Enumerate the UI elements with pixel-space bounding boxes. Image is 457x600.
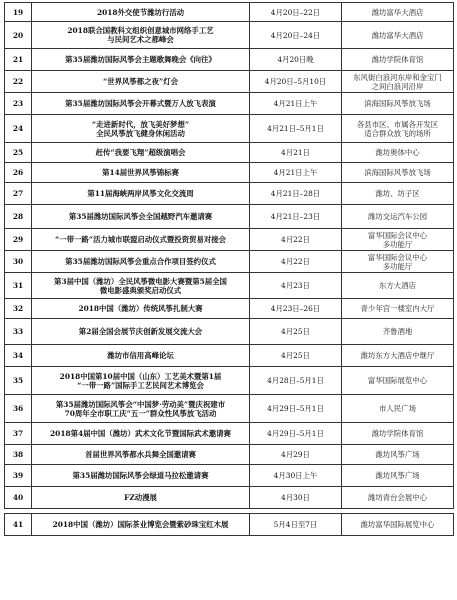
event-date: 4月22日 <box>250 251 342 273</box>
row-number: 23 <box>5 93 32 115</box>
event-venue: 潍坊富华国际展览中心 <box>342 514 454 536</box>
row-number: 25 <box>5 143 32 163</box>
row-number: 32 <box>5 299 32 319</box>
row-number: 41 <box>5 514 32 536</box>
event-venue: 潍坊、坊子区 <box>342 183 454 205</box>
event-venue: 富华国际展览中心 <box>342 367 454 395</box>
table-row <box>5 395 454 423</box>
event-venue: 各县市区、市属各开发区 适合群众放飞的场所 <box>342 115 454 143</box>
row-number: 22 <box>5 71 32 93</box>
event-venue: 潍坊奥体中心 <box>342 143 454 163</box>
table-row <box>5 514 454 536</box>
event-name: 首届世界风筝都水兵舞全国邀请赛 <box>32 445 250 465</box>
event-name: 第35届潍坊国际风筝会重点合作项目签约仪式 <box>32 251 250 273</box>
row-number: 19 <box>5 3 32 22</box>
event-name: 2018第4届中国（潍坊）武术文化节暨国际武术邀请赛 <box>32 423 250 445</box>
event-name: 第2届全国会展节庆创新发展交流大会 <box>32 319 250 345</box>
event-date: 4月29日 <box>250 445 342 465</box>
event-date: 4月28日–5月1日 <box>250 367 342 395</box>
event-date: 4月30日上午 <box>250 465 342 487</box>
event-name: 第14届世界风筝锦标赛 <box>32 163 250 183</box>
event-date: 4月20日–5月10日 <box>250 71 342 93</box>
table-row <box>5 163 454 183</box>
event-venue: 市人民广场 <box>342 395 454 423</box>
row-number: 38 <box>5 445 32 465</box>
row-number: 35 <box>5 367 32 395</box>
event-date: 4月25日 <box>250 319 342 345</box>
table-row <box>5 487 454 509</box>
table-row <box>5 205 454 229</box>
event-venue: 齐鲁酒地 <box>342 319 454 345</box>
event-name: 2018中国（潍坊）国际茶业博览会暨紫砂珠宝红木展 <box>32 514 250 536</box>
row-number: 33 <box>5 319 32 345</box>
event-name: FZ动漫展 <box>32 487 250 509</box>
row-number: 34 <box>5 345 32 367</box>
event-name: 第35届潍坊国际风筝会开幕式暨万人放飞表演 <box>32 93 250 115</box>
event-date: 4月20日晚 <box>250 49 342 71</box>
event-date: 4月22日 <box>250 229 342 251</box>
event-name: “世界风筝都之夜”灯会 <box>32 71 250 93</box>
event-name: 第35届潍坊国际风筝会主题歌舞晚会《向往》 <box>32 49 250 71</box>
event-date: 4月21日–28日 <box>250 183 342 205</box>
table-row <box>5 22 454 49</box>
event-venue: 青少年宫一楼室内大厅 <box>342 299 454 319</box>
event-venue: 潍坊富华大酒店 <box>342 3 454 22</box>
table-row <box>5 115 454 143</box>
table-row <box>5 423 454 445</box>
event-name: “走进新时代，放飞美好梦想” 全民风筝放飞健身休闲活动 <box>32 115 250 143</box>
event-venue: 东风街白浪河东岸和金宝门 之间白浪河沿岸 <box>342 71 454 93</box>
event-date: 4月21日–23日 <box>250 205 342 229</box>
event-venue: 富华国际会议中心 多功能厅 <box>342 251 454 273</box>
event-name: 潍坊市信用高峰论坛 <box>32 345 250 367</box>
event-date: 4月29日–5月1日 <box>250 423 342 445</box>
row-number: 21 <box>5 49 32 71</box>
event-venue: 东方大酒店 <box>342 273 454 299</box>
event-venue: 潍坊学院体育馆 <box>342 423 454 445</box>
event-date: 4月21日 <box>250 143 342 163</box>
event-name: 2018中国第10届中国（山东）工艺美术暨第1届 “一带一路”国际手工艺民间艺术博览会 <box>32 367 250 395</box>
table-row <box>5 229 454 251</box>
table-row <box>5 71 454 93</box>
event-name: 2018中国（潍坊）传统风筝扎制大赛 <box>32 299 250 319</box>
event-date: 4月25日 <box>250 345 342 367</box>
row-number: 20 <box>5 22 32 49</box>
row-number: 36 <box>5 395 32 423</box>
row-number: 29 <box>5 229 32 251</box>
event-name: 第35届潍坊国际风筝会全国越野汽车邀请赛 <box>32 205 250 229</box>
event-venue: 滨海国际风筝放飞场 <box>342 163 454 183</box>
event-date: 4月21日上午 <box>250 93 342 115</box>
event-date: 5月4日至7日 <box>250 514 342 536</box>
event-date: 4月20日–24日 <box>250 22 342 49</box>
row-number: 37 <box>5 423 32 445</box>
table-row <box>5 299 454 319</box>
table-row <box>5 367 454 395</box>
event-name: “一带一路”活力城市联盟启动仪式暨投资贸易对接会 <box>32 229 250 251</box>
event-venue: 富华国际会议中心 多功能厅 <box>342 229 454 251</box>
table-row <box>5 183 454 205</box>
event-venue: 潍坊风筝广场 <box>342 465 454 487</box>
event-name: 第11届海峡两岸风筝文化交流周 <box>32 183 250 205</box>
row-number: 30 <box>5 251 32 273</box>
event-date: 4月20日–22日 <box>250 3 342 22</box>
event-venue: 滨海国际风筝放飞场 <box>342 93 454 115</box>
event-date: 4月30日 <box>250 487 342 509</box>
schedule-body <box>5 3 454 536</box>
event-date: 4月21日–5月1日 <box>250 115 342 143</box>
event-name: 第35届潍坊国际风筝会“中国梦·劳动美”暨庆祝建市 70周年全市职工庆“五一”群众性风筝放飞活动 <box>32 395 250 423</box>
event-venue: 潍坊风筝广场 <box>342 445 454 465</box>
table-row <box>5 143 454 163</box>
table-row <box>5 319 454 345</box>
table-row <box>5 49 454 71</box>
table-row <box>5 273 454 299</box>
event-venue: 潍坊学院体育馆 <box>342 49 454 71</box>
row-number: 40 <box>5 487 32 509</box>
event-name: 2018外交使节潍坊行活动 <box>32 3 250 22</box>
table-row <box>5 251 454 273</box>
event-name: 赶传“我要飞翔”超级演唱会 <box>32 143 250 163</box>
row-number: 39 <box>5 465 32 487</box>
event-venue: 潍坊青台会展中心 <box>342 487 454 509</box>
event-name: 第3届中国（潍坊）全民风筝微电影大赛暨第5届全国 微电影盛典颁奖启动仪式 <box>32 273 250 299</box>
row-number: 27 <box>5 183 32 205</box>
event-schedule-table <box>4 2 454 536</box>
table-row <box>5 465 454 487</box>
event-name: 第35届潍坊国际风筝会绿道马拉松邀请赛 <box>32 465 250 487</box>
event-venue: 潍坊交运汽车公园 <box>342 205 454 229</box>
event-date: 4月23日–26日 <box>250 299 342 319</box>
event-date: 4月23日 <box>250 273 342 299</box>
row-number: 31 <box>5 273 32 299</box>
table-row <box>5 93 454 115</box>
row-number: 28 <box>5 205 32 229</box>
table-row <box>5 445 454 465</box>
event-date: 4月29日–5月1日 <box>250 395 342 423</box>
event-date: 4月21日上午 <box>250 163 342 183</box>
event-name: 2018联合国教科文组织创意城市网络手工艺 与民间艺术之都峰会 <box>32 22 250 49</box>
table-row <box>5 345 454 367</box>
table-row <box>5 3 454 22</box>
event-venue: 潍坊东方大酒店中继厅 <box>342 345 454 367</box>
row-number: 26 <box>5 163 32 183</box>
row-number: 24 <box>5 115 32 143</box>
event-venue: 潍坊富华大酒店 <box>342 22 454 49</box>
